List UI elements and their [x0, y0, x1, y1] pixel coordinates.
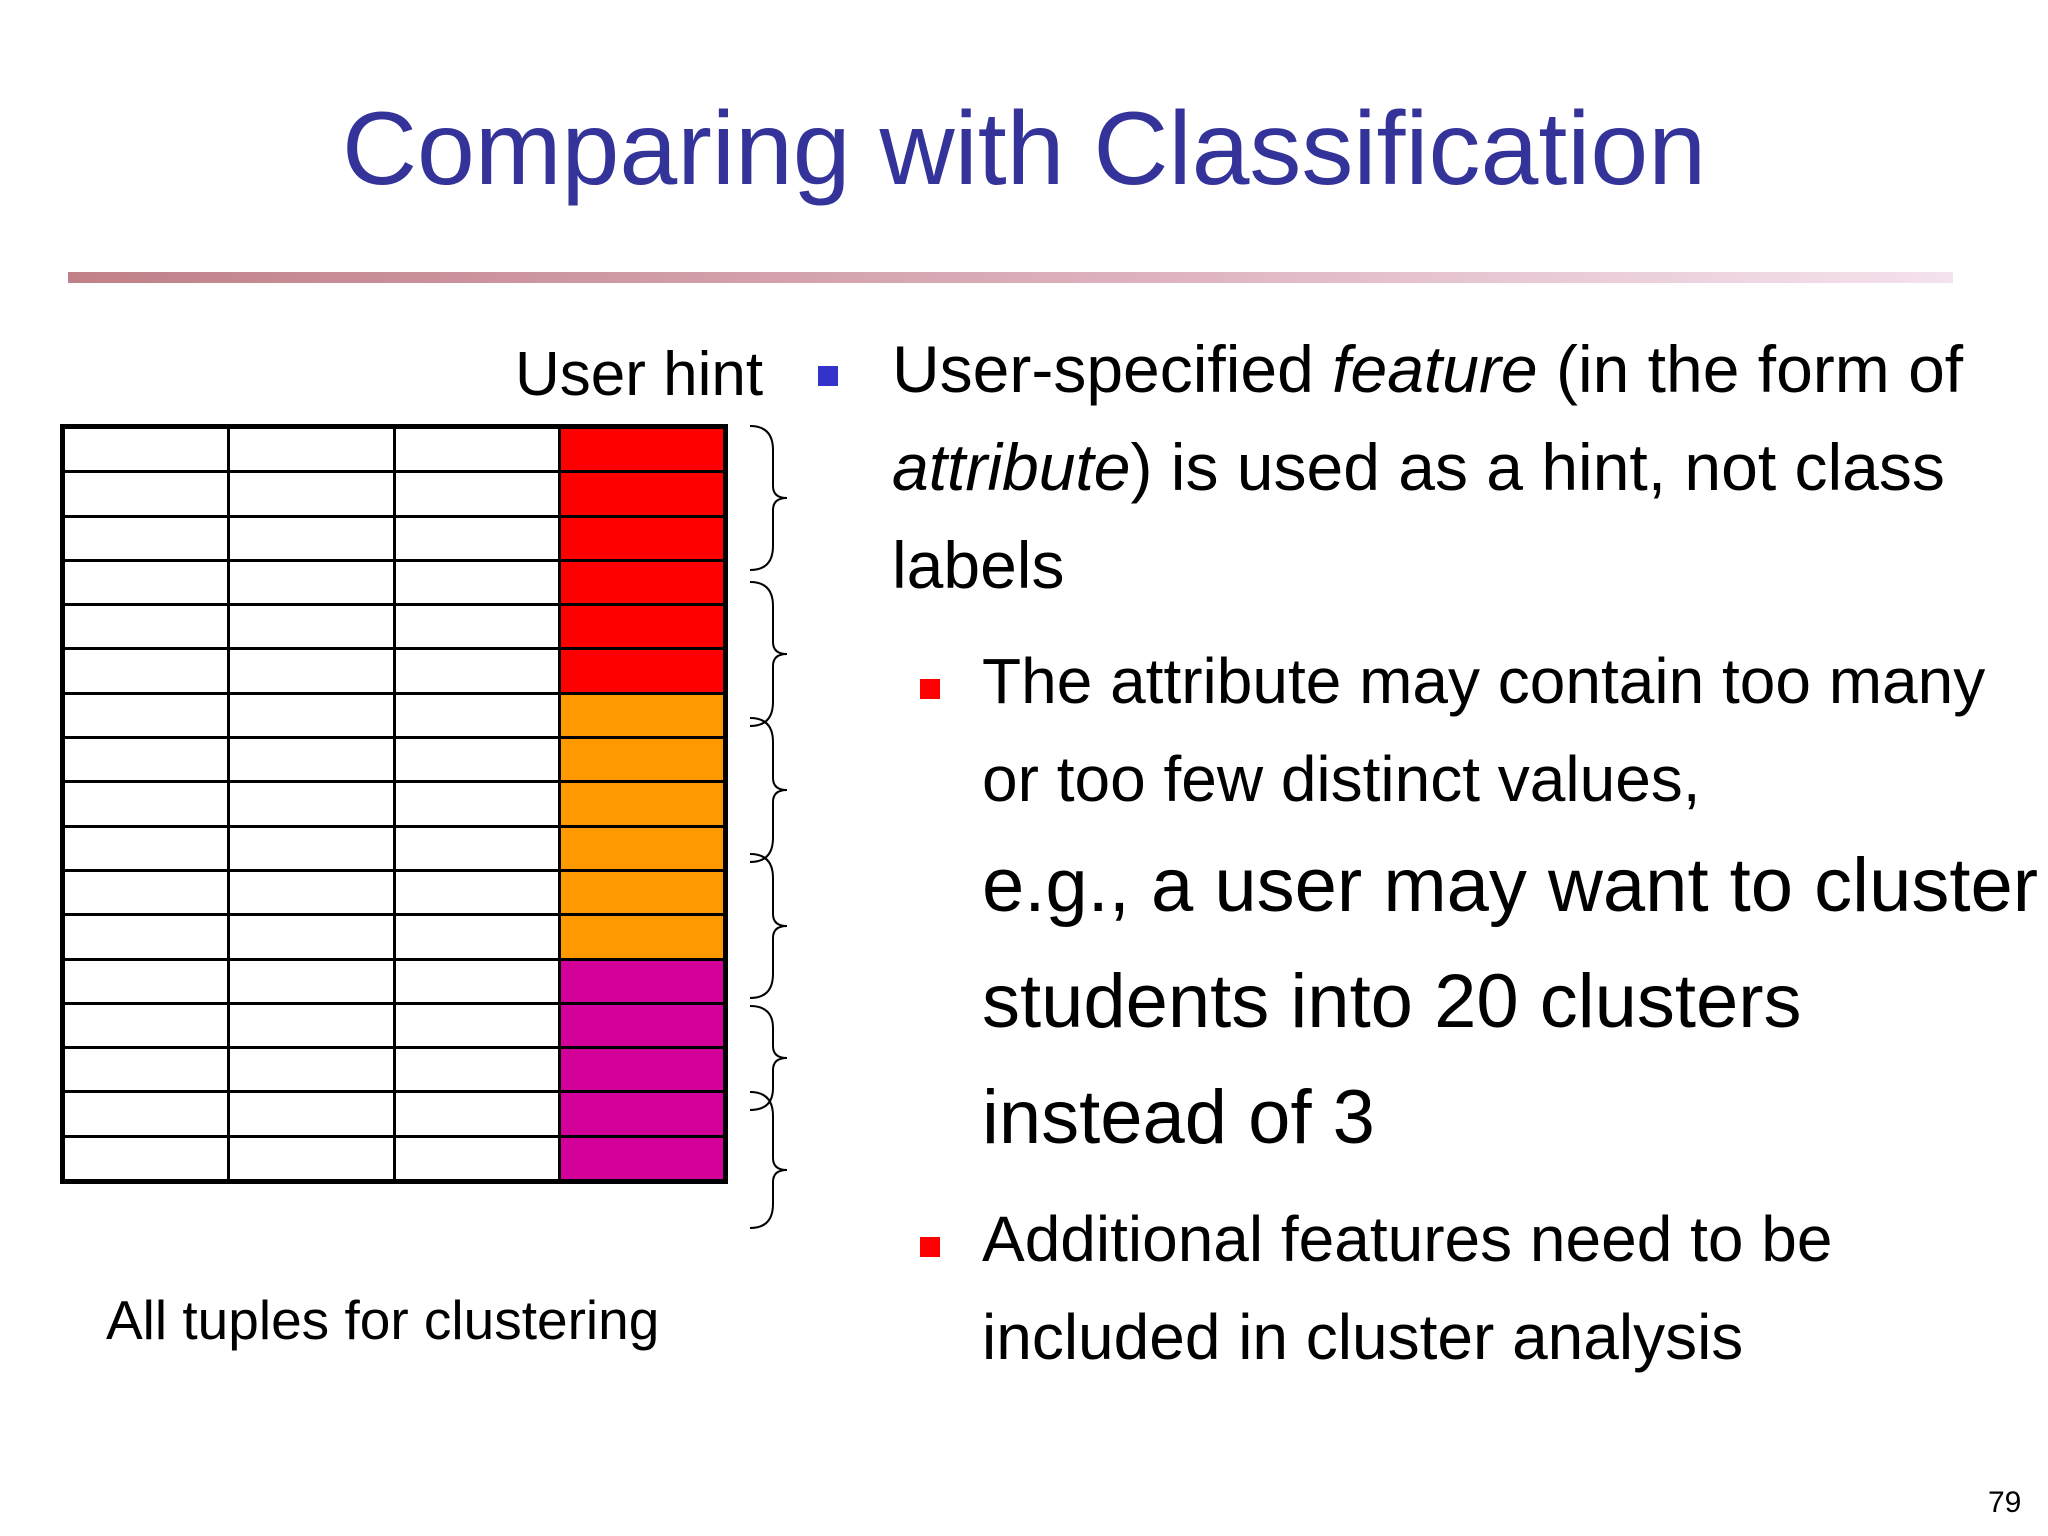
user-hint-cell: [561, 562, 723, 603]
table-cell: [65, 695, 227, 736]
table-cell: [396, 828, 558, 869]
table-cell: [65, 783, 227, 824]
user-hint-cell: [561, 872, 723, 913]
table-cell: [396, 650, 558, 691]
table-cell: [230, 1138, 392, 1179]
user-hint-cell: [561, 1005, 723, 1046]
user-hint-label: User hint: [515, 340, 764, 409]
table-cell: [396, 606, 558, 647]
table-cell: [396, 1093, 558, 1134]
square-bullet-icon: [818, 366, 838, 386]
user-hint-cell: [561, 606, 723, 647]
square-bullet-icon: [920, 679, 940, 699]
table-cell: [396, 695, 558, 736]
table-cell: [230, 739, 392, 780]
user-hint-cell: [561, 695, 723, 736]
table-cell: [65, 916, 227, 957]
user-hint-cell: [561, 1049, 723, 1090]
table-cell: [230, 562, 392, 603]
table-cell: [230, 1049, 392, 1090]
table-cell: [230, 650, 392, 691]
user-hint-cell: [561, 1138, 723, 1179]
sub-bullet-text: Additional features need to be included in cluster analysis: [982, 1203, 1833, 1373]
user-hint-cell: [561, 650, 723, 691]
table-cell: [230, 473, 392, 514]
table-cell: [230, 872, 392, 913]
tuples-table: [60, 424, 728, 1184]
table-cell: [65, 872, 227, 913]
user-hint-cell: [561, 916, 723, 957]
user-hint-cell: [561, 828, 723, 869]
table-cell: [396, 1005, 558, 1046]
square-bullet-icon: [920, 1237, 940, 1257]
user-hint-cell: [561, 518, 723, 559]
table-cell: [396, 473, 558, 514]
table-cell: [230, 1093, 392, 1134]
table-cell: [65, 606, 227, 647]
table-cell: [65, 961, 227, 1002]
table-cell: [230, 429, 392, 470]
table-cell: [65, 1138, 227, 1179]
brace-5: [750, 1006, 787, 1110]
table-cell: [396, 562, 558, 603]
user-hint-cell: [561, 739, 723, 780]
table-cell: [396, 872, 558, 913]
user-hint-cell: [561, 1093, 723, 1134]
table-cell: [396, 429, 558, 470]
cluster-braces: [745, 420, 815, 1235]
page-number: 79: [1988, 1486, 2022, 1519]
user-hint-cell: [561, 429, 723, 470]
table-cell: [230, 606, 392, 647]
table-cell: [230, 783, 392, 824]
user-hint-cell: [561, 961, 723, 1002]
brace-1: [750, 426, 787, 570]
table-cell: [396, 783, 558, 824]
sub-bullet-text: The attribute may contain too many or too few distinct values, e.g., a user may want to cluster students into 20 clusters instead of 3: [982, 645, 2039, 1160]
table-cell: [65, 1005, 227, 1046]
main-bullet-text: User-specified feature (in the form of attribute) is used as a hint, not class labels: [892, 332, 1964, 602]
table-cell: [230, 1005, 392, 1046]
table-cell: [65, 739, 227, 780]
table-cell: [230, 695, 392, 736]
table-cell: [230, 518, 392, 559]
table-cell: [230, 916, 392, 957]
table-cell: [65, 650, 227, 691]
brace-4: [750, 854, 787, 998]
slide-title: Comparing with Classification: [341, 91, 1707, 207]
table-cell: [396, 739, 558, 780]
user-hint-cell: [561, 473, 723, 514]
brace-2: [750, 582, 787, 726]
table-cell: [65, 1093, 227, 1134]
table-cell: [65, 828, 227, 869]
user-hint-cell: [561, 783, 723, 824]
table-cell: [396, 518, 558, 559]
brace-3: [750, 718, 787, 862]
table-cell: [396, 916, 558, 957]
title-divider: [68, 272, 1953, 283]
table-cell: [65, 1049, 227, 1090]
table-cell: [65, 429, 227, 470]
table-cell: [65, 473, 227, 514]
table-cell: [396, 1049, 558, 1090]
table-cell: [65, 518, 227, 559]
figure-caption: All tuples for clustering: [106, 1289, 660, 1351]
table-cell: [65, 562, 227, 603]
table-cell: [230, 961, 392, 1002]
brace-6: [750, 1092, 787, 1228]
table-cell: [230, 828, 392, 869]
table-cell: [396, 961, 558, 1002]
table-cell: [396, 1138, 558, 1179]
